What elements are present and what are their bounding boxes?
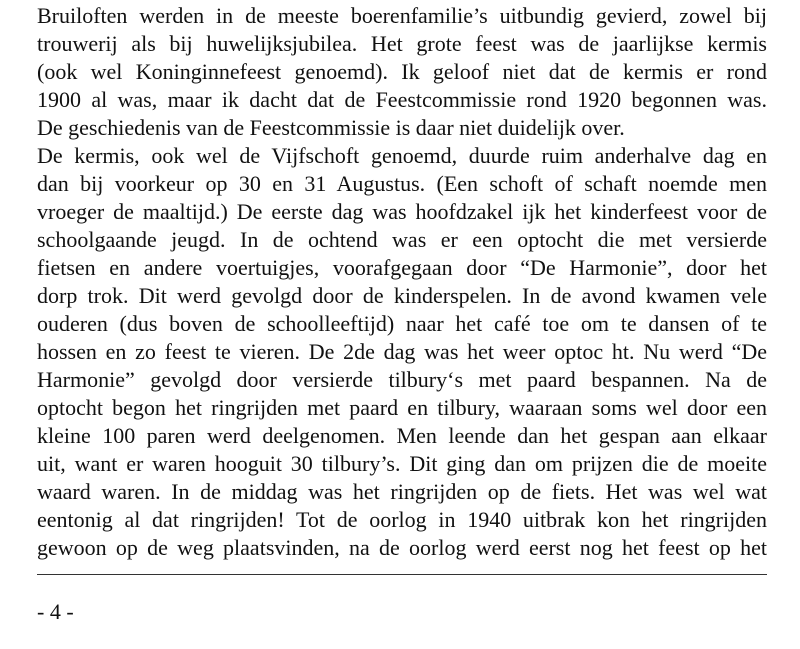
text-line: dorp trok. Dit werd gevolgd door de kinderspelen. In de avond kwamen vele [37,283,767,308]
text-line: dan bij voorkeur op 30 en 31 Augustus. (Een schoft of schaft noemde men [37,171,767,196]
text-line: uit, want er waren hooguit 30 tilbury’s. Dit ging dan om prijzen die de moeite [37,451,767,476]
text-line: ouderen (dus boven de schoolleeftijd) naar het café toe om te dansen of te [37,311,767,336]
text-line: trouwerij als bij huwelijksjubilea. Het grote feest was de jaarlijkse kermis [37,31,767,56]
text-line: eentonig al dat ringrijden! Tot de oorlog in 1940 uitbrak kon het ringrijden [37,507,767,532]
text-line: De geschiedenis van de Feestcommissie is daar niet duidelijk over. [37,115,625,140]
text-line: 1900 al was, maar ik dacht dat de Feestcommissie rond 1920 begonnen was. [37,87,767,112]
text-line: hossen en zo feest te vieren. De 2de dag was het weer optoc ht. Nu werd “De [37,339,767,364]
text-line: (ook wel Koninginnefeest genoemd). Ik geloof niet dat de kermis er rond [37,59,767,84]
footer-divider [37,574,767,575]
text-line: optocht begon het ringrijden met paard en tilbury, waaraan soms wel door een [37,395,767,420]
page-number: - 4 - [37,599,74,624]
text-line: fietsen en andere voertuigjes, voorafgegaan door “De Harmonie”, door het [37,255,767,280]
text-line: Bruiloften werden in de meeste boerenfamilie’s uitbundig gevierd, zowel bij [37,3,767,28]
text-line: kleine 100 paren werd deelgenomen. Men leende dan het gespan aan elkaar [37,423,767,448]
text-line: waard waren. In de middag was het ringrijden op de fiets. Het was wel wat [37,479,767,504]
text-line: De kermis, ook wel de Vijfschoft genoemd, duurde ruim anderhalve dag en [37,143,767,168]
text-line: vroeger de maaltijd.) De eerste dag was hoofdzakel ijk het kinderfeest voor de [37,199,767,224]
text-line: Harmonie” gevolgd door versierde tilbury‘s met paard bespannen. Na de [37,367,767,392]
text-line: gewoon op de weg plaatsvinden, na de oorlog werd eerst nog het feest op het [37,535,767,560]
text-line: schoolgaande jeugd. In de ochtend was er een optocht die met versierde [37,227,767,252]
